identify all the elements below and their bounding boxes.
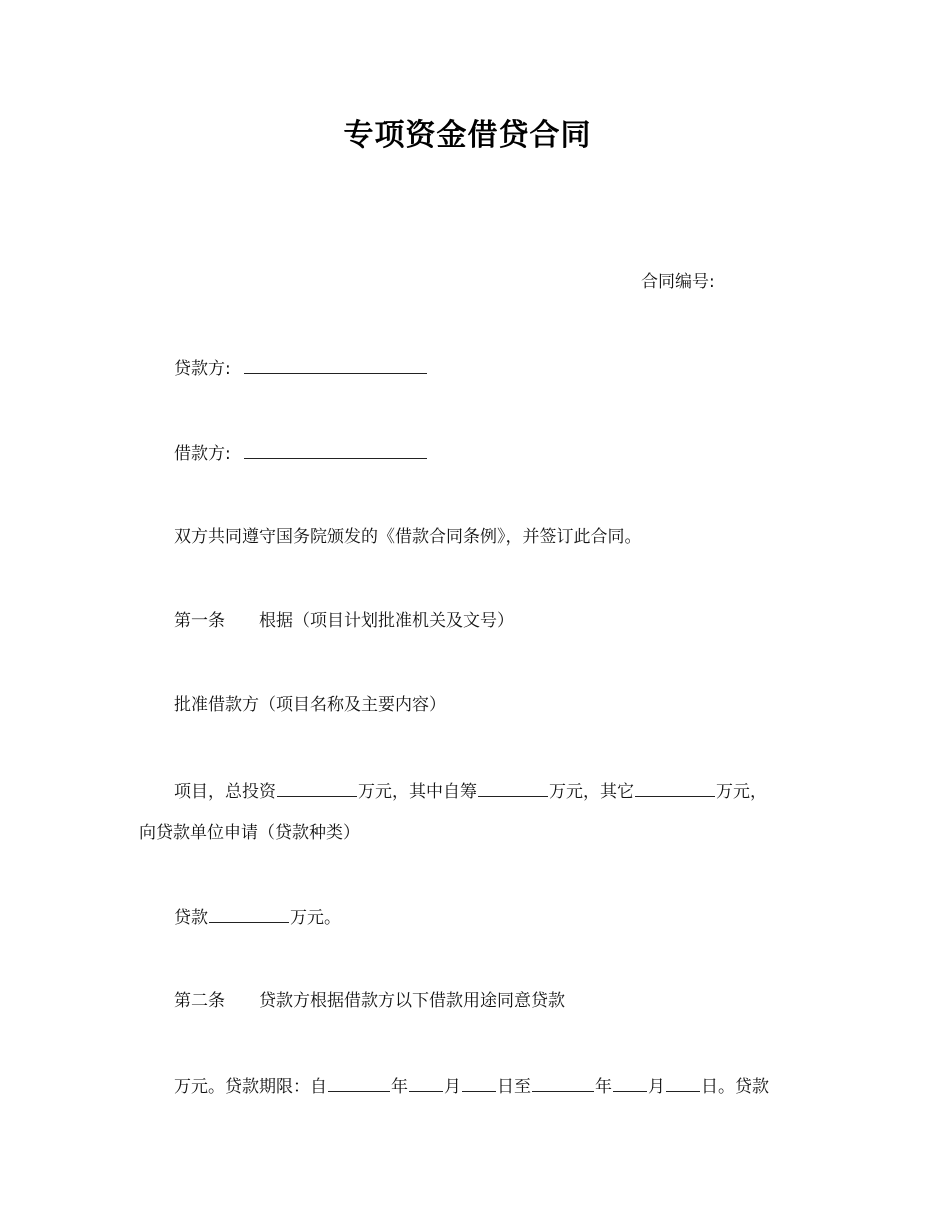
borrower-row [174, 440, 428, 466]
end-year-blank [532, 1073, 594, 1092]
end-month-blank [613, 1073, 647, 1092]
article-2-row [174, 989, 565, 1013]
other-blank [635, 778, 715, 797]
article-2-line-2 [174, 1073, 769, 1099]
year-label-2: 年 [595, 1077, 612, 1097]
article-1-line-2: 批准借款方（项目名称及主要内容） [174, 695, 446, 715]
year-label: 年 [391, 1077, 408, 1097]
day-end-label: 日。贷款 [701, 1077, 769, 1097]
other-label: 万元，其它 [549, 782, 634, 802]
loan-amount-label: 贷款 [174, 908, 208, 928]
article-1-line-3 [174, 778, 767, 804]
article-1-row [174, 609, 514, 633]
month-label: 月 [444, 1077, 461, 1097]
borrower-label: 借款方: [174, 444, 231, 464]
lender-row [174, 355, 428, 381]
loan-amount-blank [209, 904, 289, 923]
total-investment-blank [277, 778, 357, 797]
article-2-heading: 第二条 [174, 991, 225, 1011]
other-unit: 万元， [716, 782, 767, 802]
loan-period-label: 万元。贷款期限：自 [174, 1077, 327, 1097]
article-2-text: 贷款方根据借款方以下借款用途同意贷款 [259, 991, 565, 1011]
lender-blank [244, 355, 427, 374]
loan-amount-unit: 万元。 [290, 908, 341, 928]
document-title: 专项资金借贷合同 [343, 118, 592, 153]
start-day-blank [462, 1073, 496, 1092]
article-1-line-4: 向贷款单位申请（贷款种类） [139, 823, 360, 843]
borrower-blank [244, 440, 427, 459]
end-day-blank [666, 1073, 700, 1092]
start-year-blank [328, 1073, 390, 1092]
self-raised-label: 万元，其中自筹 [358, 782, 477, 802]
self-raised-blank [478, 778, 548, 797]
article-1-text: 根据（项目计划批准机关及文号） [259, 611, 514, 631]
lender-label: 贷款方: [174, 359, 231, 379]
article-1-line-5 [174, 904, 341, 930]
start-month-blank [409, 1073, 443, 1092]
preamble-text: 双方共同遵守国务院颁发的《借款合同条例》，并签订此合同。 [174, 527, 642, 547]
day-to-label: 日至 [497, 1077, 531, 1097]
month-label-2: 月 [648, 1077, 665, 1097]
article-1-heading: 第一条 [174, 611, 225, 631]
total-investment-label: 项目，总投资 [174, 782, 276, 802]
contract-number-label: 合同编号: [641, 272, 715, 292]
